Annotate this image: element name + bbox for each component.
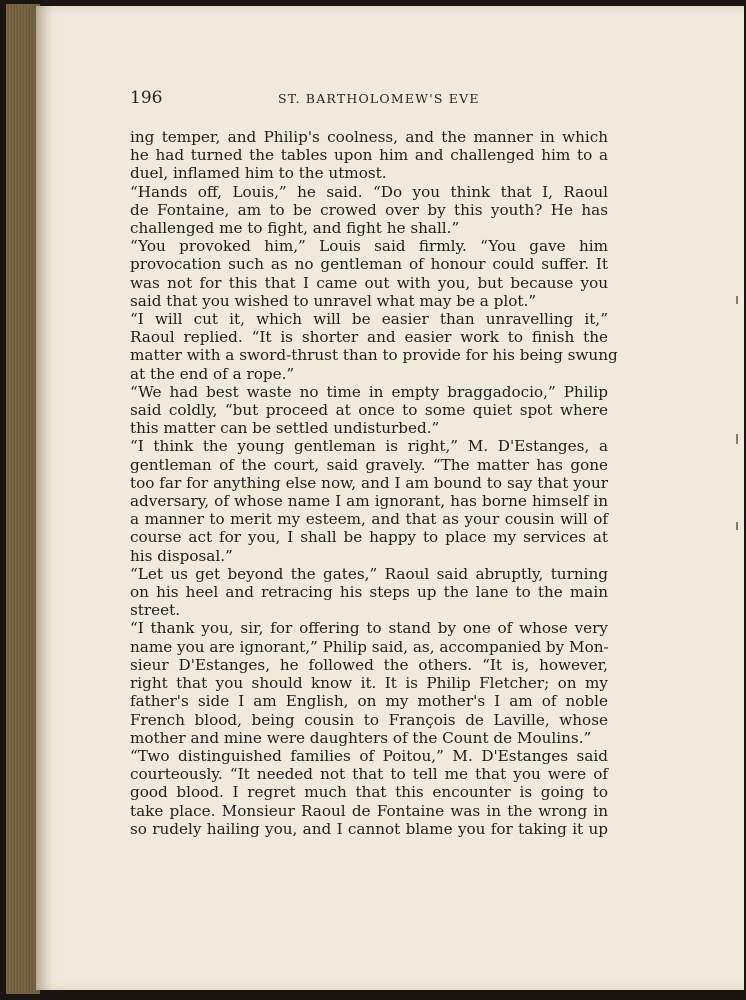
text-line: Raoul replied. “It is shorter and easier work to finish the [130, 328, 608, 347]
text-line: “I think the young gentleman is right,” M. D'Estanges, a [130, 437, 608, 456]
text-line: his disposal.” [130, 546, 233, 565]
text-line: street. [130, 601, 181, 620]
text-line: gentleman of the court, said gravely. “The matter has gone [130, 455, 608, 474]
text-line: too far for anything else now, and I am bound to say that your [130, 473, 608, 492]
text-line: said that you wished to unravel what may be a plot.” [130, 291, 537, 310]
page-header [130, 88, 608, 110]
text-line: ing temper, and Philip's coolness, and the manner in which [130, 128, 608, 146]
running-head: ST. BARTHOLOMEW'S EVE [278, 91, 480, 106]
text-line: “I thank you, sir, for offering to stand by one of whose very [130, 619, 608, 638]
text-line: “I will cut it, which will be easier than unravelling it,” [130, 310, 608, 329]
text-line: name you are ignorant,” Philip said, as, accompanied by Mon- [130, 637, 609, 656]
text-line: de Fontaine, am to be crowed over by this youth? He has [130, 200, 608, 219]
text-line: father's side I am English, on my mother's I am of noble [130, 692, 608, 711]
text-line: French blood, being cousin to François de Laville, whose [130, 710, 608, 729]
page-number: 196 [130, 88, 163, 108]
text-line: so rudely hailing you, and I cannot blame you for taking it up [130, 819, 608, 838]
text-line: “We had best waste no time in empty braggadocio,” Philip [130, 382, 608, 401]
text-line: good blood. I regret much that this encounter is going to [130, 783, 608, 802]
margin-speck [736, 296, 738, 304]
margin-speck [736, 522, 738, 530]
text-line: “Hands off, Louis,” he said. “Do you think that I, Raoul [130, 182, 608, 201]
text-line: courteously. “It needed not that to tell me that you were of [130, 765, 608, 784]
text-line: “Let us get beyond the gates,” Raoul said abruptly, turning [130, 564, 608, 583]
text-line: said coldly, “but proceed at once to some quiet spot where [130, 401, 608, 420]
text-line: sieur D'Estanges, he followed the others. “It is, however, [130, 655, 608, 674]
text-line: right that you should know it. It is Philip Fletcher; on my [130, 674, 608, 693]
text-line: take place. Monsieur Raoul de Fontaine was in the wrong in [130, 801, 608, 820]
text-line: he had turned the tables upon him and challenged him to a [130, 146, 608, 165]
text-line: duel, inflamed him to the utmost. [130, 164, 387, 183]
text-line: adversary, of whose name I am ignorant, has borne himself in [130, 492, 608, 511]
text-line: course act for you, I shall be happy to place my services at [130, 528, 608, 547]
text-line: at the end of a rope.” [130, 364, 295, 383]
text-line: mother and mine were daughters of the Count de Moulins.” [130, 728, 592, 747]
body-text [130, 128, 618, 838]
text-line: provocation such as no gentleman of honour could suffer. It [130, 255, 608, 274]
margin-speck [736, 434, 738, 444]
text-line: matter with a sword-thrust than to provide for his being swung [130, 346, 618, 365]
text-line: on his heel and retracing his steps up the lane to the main [130, 583, 608, 602]
text-line: a manner to merit my esteem, and that as your cousin will of [130, 510, 608, 529]
text-line: was not for this that I came out with you, but because you [130, 273, 608, 292]
text-line: this matter can be settled undisturbed.” [130, 419, 440, 438]
text-line: “You provoked him,” Louis said firmly. “You gave him [130, 237, 608, 256]
text-line: “Two distinguished families of Poitou,” M. D'Estanges said [130, 746, 608, 765]
text-line: challenged me to fight, and fight he shall.” [130, 219, 460, 238]
book-page-edges [6, 4, 40, 994]
